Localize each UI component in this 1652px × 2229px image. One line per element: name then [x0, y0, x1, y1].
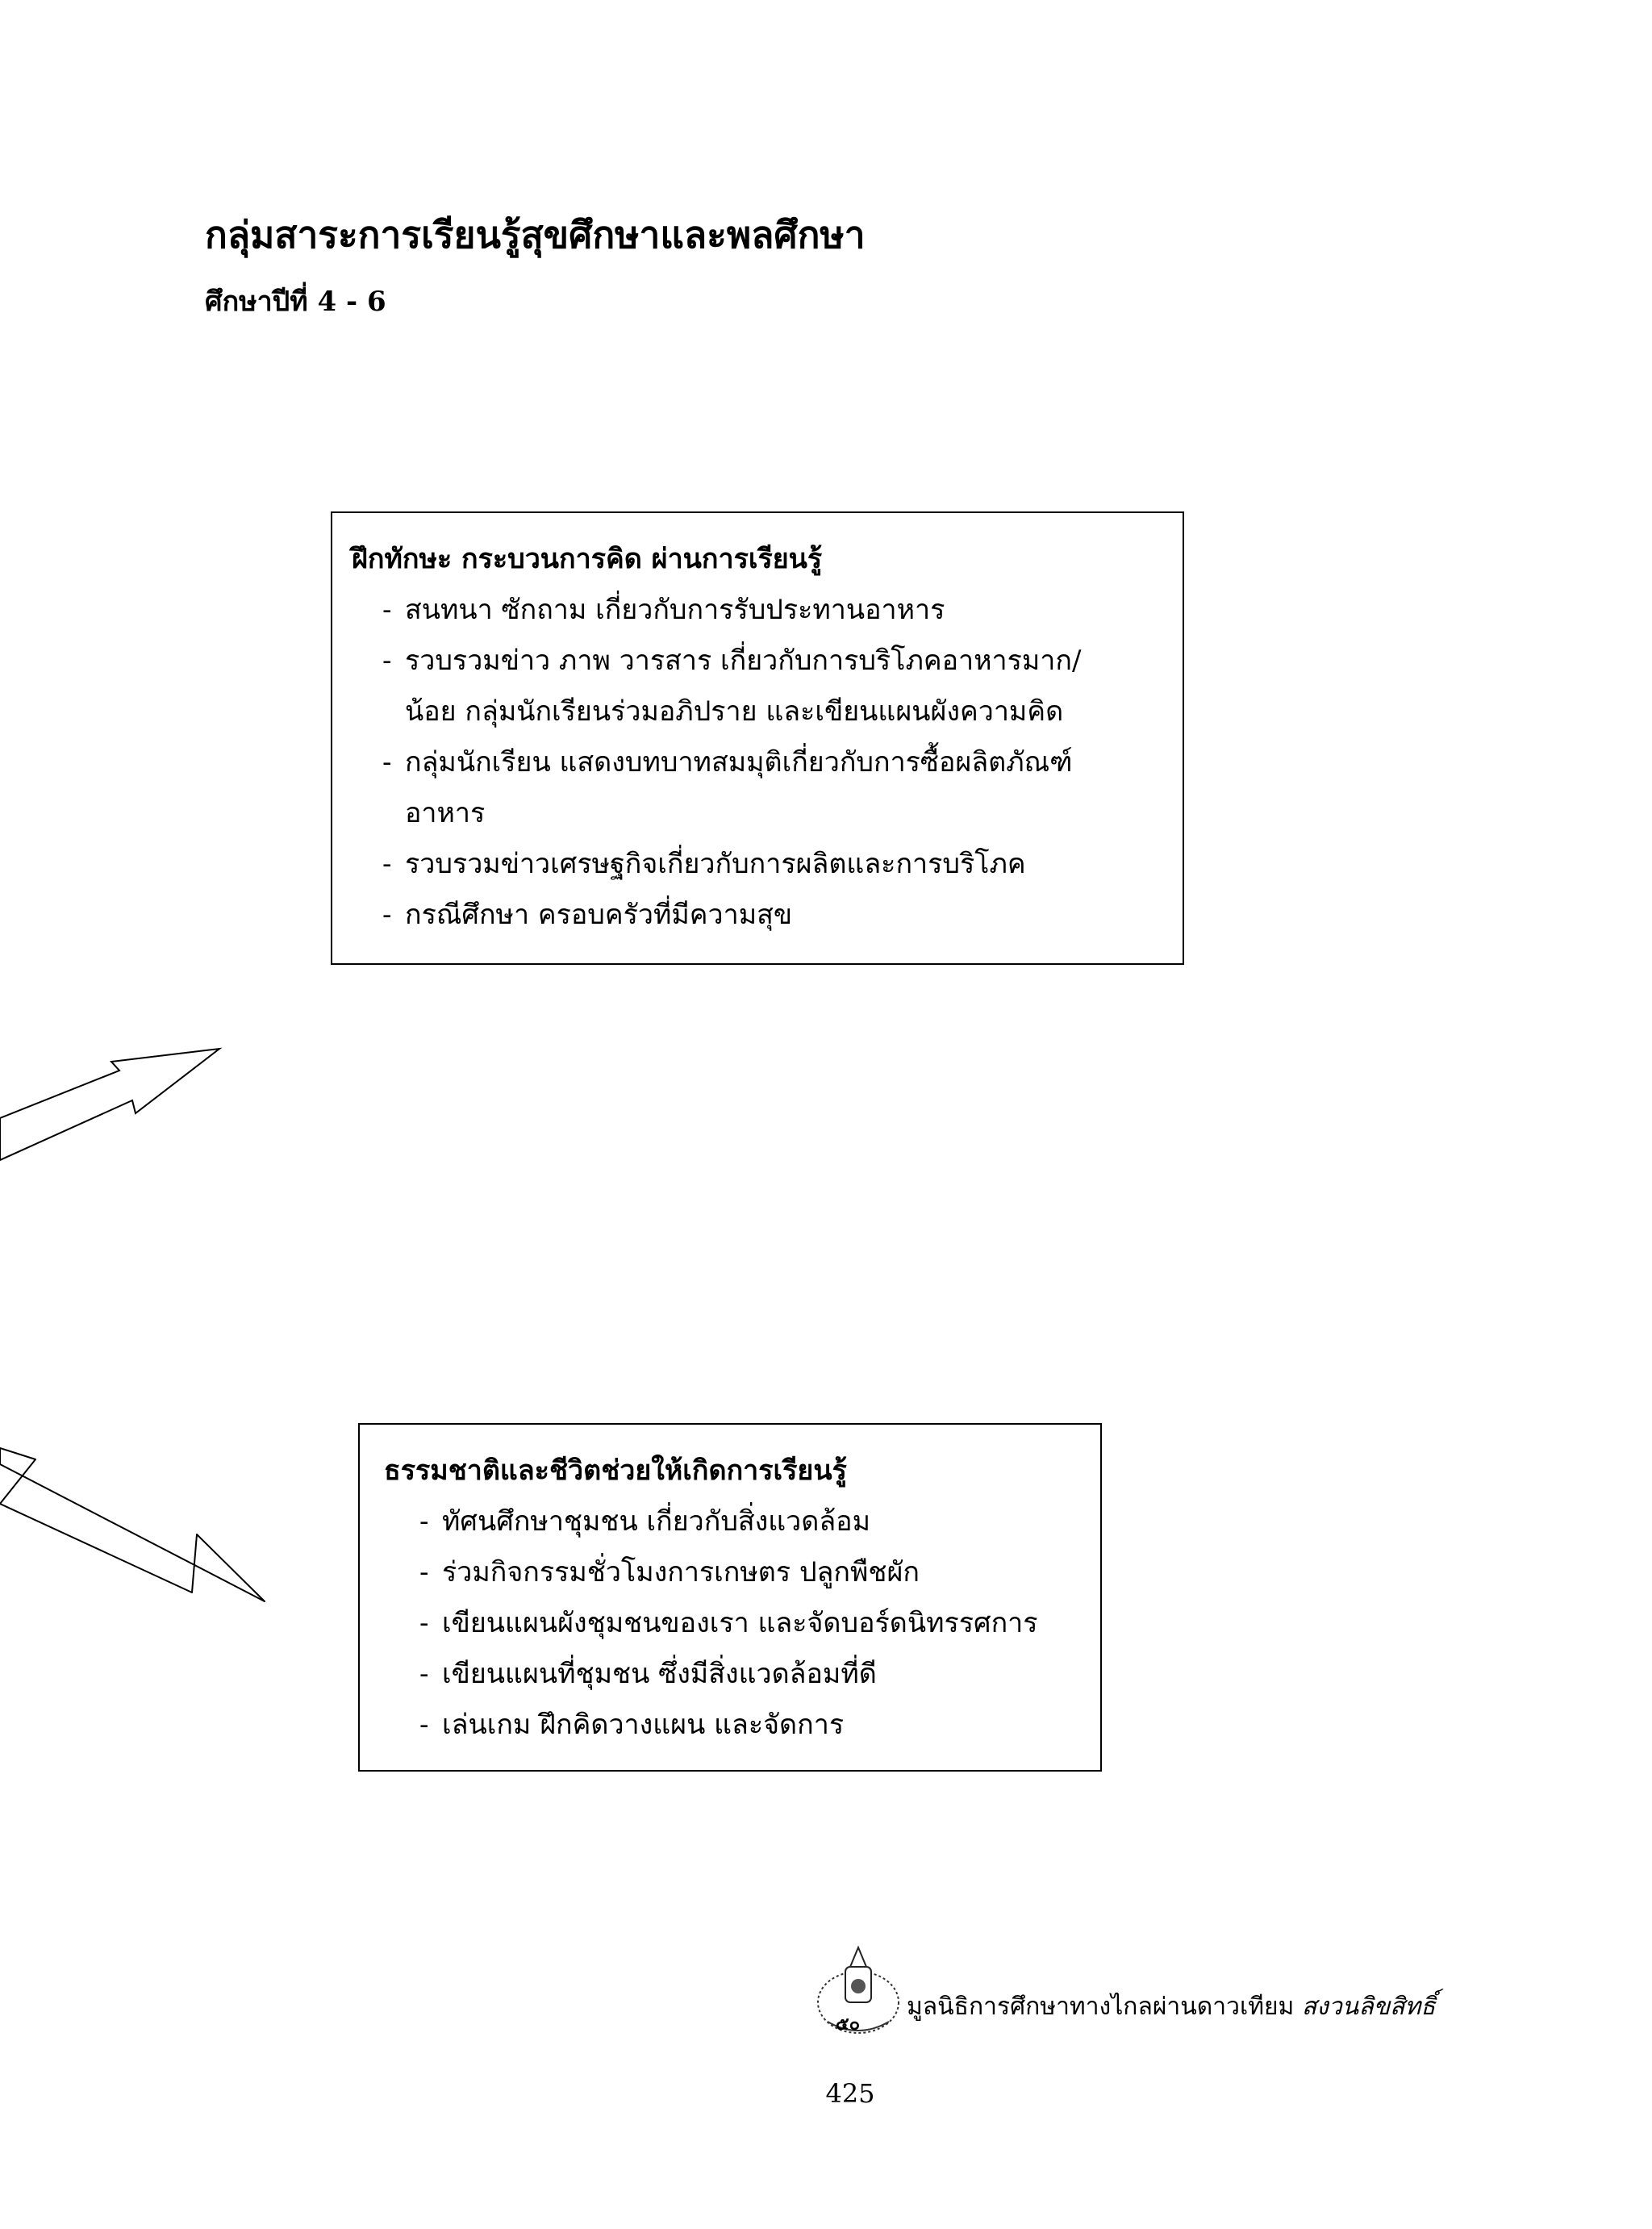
- royal-seal-icon: [813, 1943, 903, 2047]
- grade-level: ศึกษาปีที่ 4 - 6: [205, 286, 386, 318]
- footer-text: [907, 1993, 1435, 2022]
- list-item: - รวบรวมข่าวเศรษฐกิจเกี่ยวกับการผลิตและการบริโภค: [382, 848, 1026, 880]
- royal-name: สงวนลิขสิทธิ์: [1301, 1993, 1436, 2021]
- list-item: - กรณีศึกษา ครอบครัวที่มีความสุข: [382, 899, 793, 931]
- nature-box-heading: ธรรมชาติและชีวิตช่วยให้เกิดการเรียนรู้: [384, 1455, 847, 1487]
- list-item: - สนทนา ซักถาม เกี่ยวกับการรับประทานอาหาร: [382, 594, 945, 626]
- list-item: - กลุ่มนักเรียน แสดงบทบาทสมมุติเกี่ยวกับการซื้อผลิตภัณฑ์อาหาร: [382, 746, 1073, 829]
- foundation-name: มูลนิธิการศึกษาทางไกลผ่านดาวเทียม: [907, 1993, 1295, 2021]
- page-number: 425: [825, 2078, 875, 2109]
- list-item: - รวบรวมข่าว ภาพ วารสาร เกี่ยวกับการบริโภคอาหารมาก/น้อย กลุ่มนักเรียนร่วมอภิปราย และเขียนแผนผังความคิด: [382, 645, 1082, 728]
- list-item: - เล่นเกม ฝึกคิดวางแผน และจัดการ: [419, 1709, 845, 1741]
- page-title: กลุ่มสาระการเรียนรู้สุขศึกษาและพลศึกษา: [205, 213, 866, 257]
- seal-numeral: ๕๐: [836, 2014, 861, 2035]
- footer: [813, 1943, 1491, 2047]
- list-item: - เขียนแผนที่ชุมชน ซึ่งมีสิ่งแวดล้อมที่ดี: [419, 1658, 877, 1690]
- arrow-upper-icon: [0, 1049, 219, 1160]
- list-item: - ร่วมกิจกรรมชั่วโมงการเกษตร ปลูกพืชผัก: [419, 1556, 920, 1588]
- arrow-lower-icon: [0, 1448, 265, 1601]
- list-item: - ทัศนศึกษาชุมชน เกี่ยวกับสิ่งแวดล้อม: [419, 1505, 871, 1538]
- list-item: - เขียนแผนผังชุมชนของเรา และจัดบอร์ดนิทรรศการ: [419, 1607, 1038, 1639]
- skills-box-heading: ฝึกทักษะ กระบวนการคิด ผ่านการเรียนรู้: [352, 543, 823, 575]
